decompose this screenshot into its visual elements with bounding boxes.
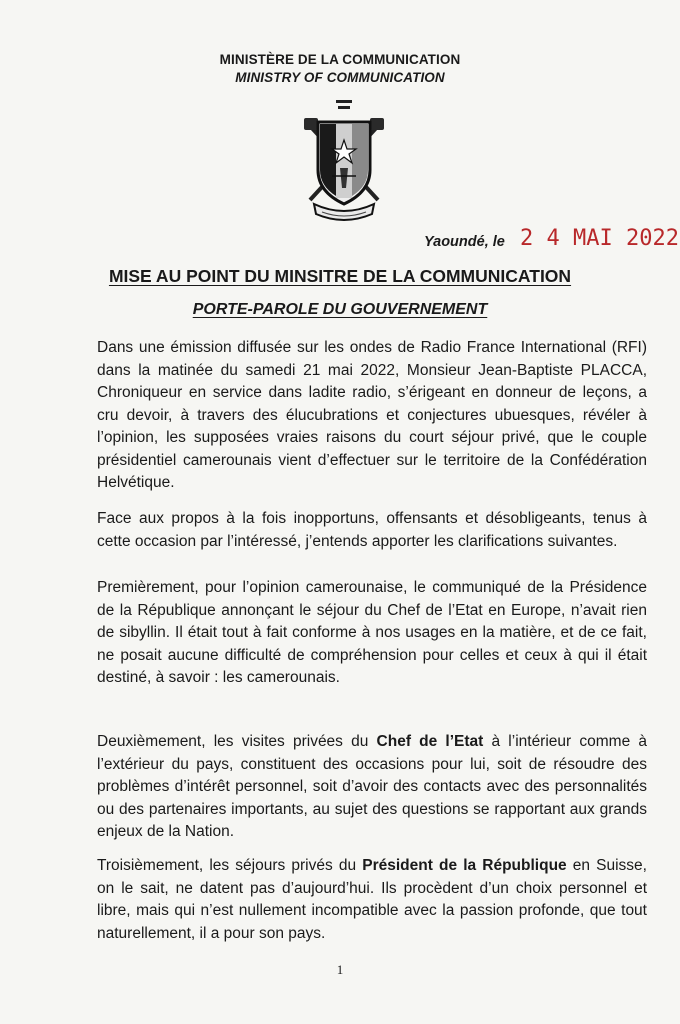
paragraph-2: Face aux propos à la fois inopportuns, offensants et désobligeants, tenus à cette occasion par l’intéressé, j’entends apporter les clarifications suivantes. [97,510,647,550]
paragraph-5-intro: Troisièmement, les séjours privés du [97,857,363,874]
paragraph-5 [97,855,647,945]
page-number: 1 [336,962,344,977]
dateline-place: Yaoundé, le [424,234,505,250]
paragraph-1: Dans une émission diffusée sur les ondes de Radio France International (RFI) dans la matinée du samedi 21 mai 2022, Monsieur Jean-Baptiste PLACCA, Chroniqueur en service dans ladite radio, s’érigeant en donneur de leçons, a cru devoir, à travers des élucubrations et conjectures ubuesques, révéler à l’opinion, les supposées vraies raisons du court séjour privé, que le couple présidentiel camerounais vient d’effectuer sur le territoire de la Confédération Helvétique. [97,339,647,491]
paragraph-5-rest: en Suisse, on le sait, ne datent pas d’aujourd’hui. Ils procèdent d’un choix personnel et libre, mais qui n’est nullement incompatible avec la passion profonde, que tout naturellement, il a pour son pays. [97,857,647,942]
paragraph-4-intro: Deuxièmement, les visites privées du [97,733,377,750]
date-stamp: 2 4 MAI 2022 [520,226,679,251]
paragraph-3: Premièrement, pour l’opinion camerounaise, le communiqué de la Présidence de la République annonçant le séjour du Chef de l’Etat en Europe, n’avait rien de sibyllin. Il était tout à fait conforme à nos usages en la matière, et de ce fait, ne posait aucune difficulté de compréhension pour celles et ceux à qui il était destiné, à savoir : les camerounais. [97,579,647,686]
ministry-name-fr: MINISTÈRE DE LA COMMUNICATION [219,52,461,67]
paragraph-4-emphasis: Chef de l’Etat [376,733,484,750]
document-title: MISE AU POINT DU MINSITRE DE LA COMMUNICATION [108,266,572,286]
paragraph-5-emphasis: Président de la République [362,857,567,874]
ministry-name-en: MINISTRY OF COMMUNICATION [235,70,445,85]
document-subtitle: PORTE-PAROLE DU GOUVERNEMENT [192,301,488,318]
paragraph-4 [97,731,647,844]
coat-of-arms-icon [296,96,392,224]
paragraph-4-rest: à l’intérieur comme à l’extérieur du pays, constituent des occasions pour lui, soit de résoudre des problèmes d’intérêt personnel, soit d’avoir des contacts avec des personnalités ou des partenaires importants, au sujet des questions se rapportant aux grands enjeux de la Nation. [97,733,647,840]
